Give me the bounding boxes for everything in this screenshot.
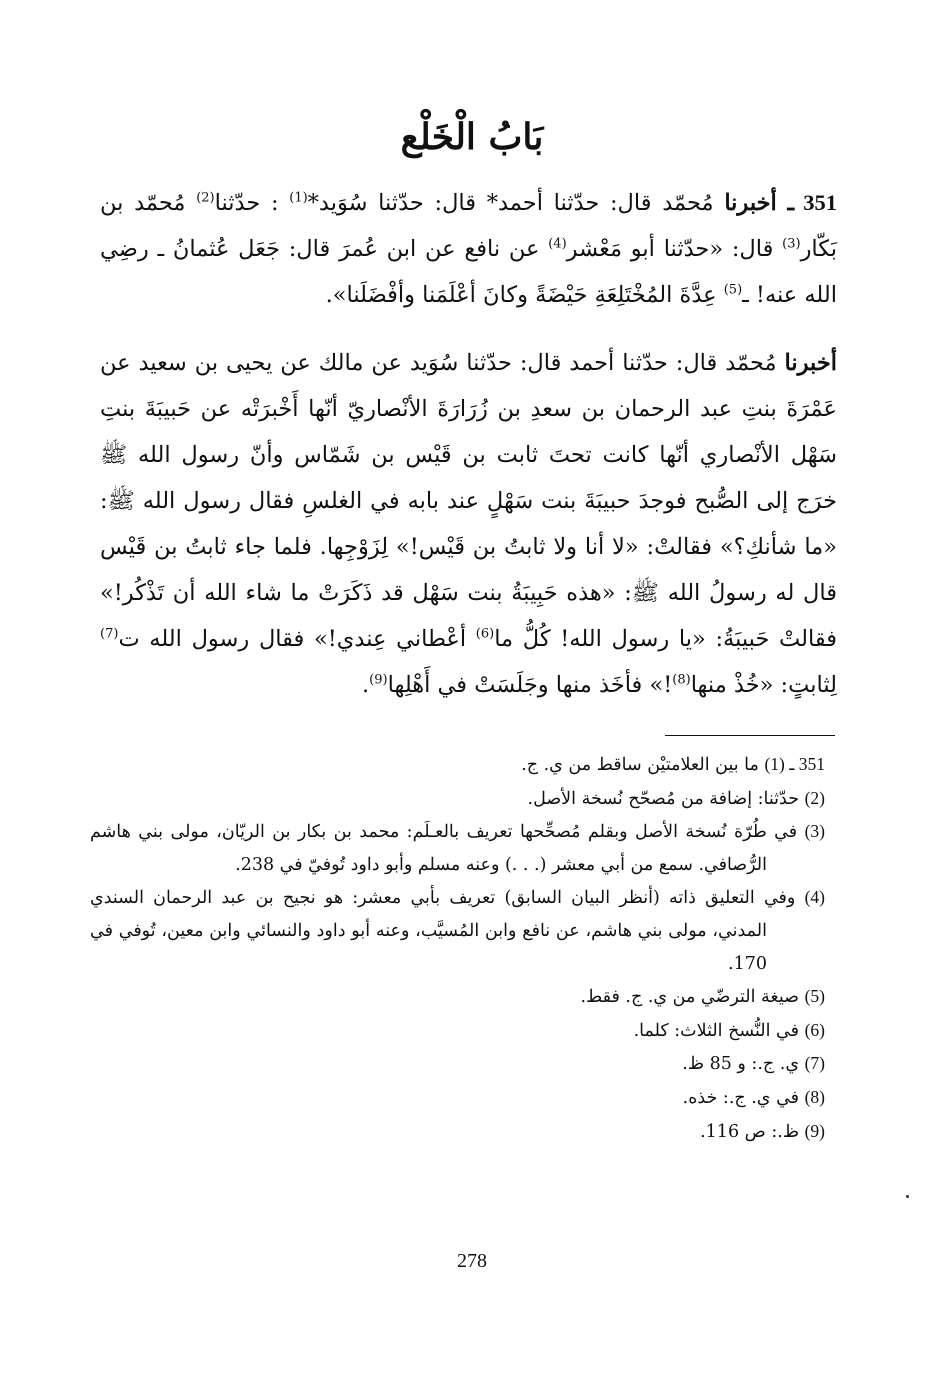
footnote-number: (4) bbox=[804, 887, 825, 908]
footnote-text: في ي. ج.: خذه. bbox=[682, 1087, 800, 1108]
scan-speck bbox=[906, 1195, 909, 1198]
footnote-divider bbox=[665, 735, 835, 736]
page-number: 278 bbox=[457, 1250, 487, 1272]
paragraph-text: : حدّثنا bbox=[214, 190, 290, 216]
hadith-number: 351 ـ bbox=[787, 190, 838, 215]
footnote-mark: (2) bbox=[196, 190, 215, 206]
footnote-mark: (3) bbox=[782, 236, 801, 252]
footnote-item bbox=[90, 1081, 825, 1115]
footnote-item bbox=[90, 782, 825, 816]
footnote-item bbox=[90, 815, 825, 881]
footnote-number: (3) bbox=[804, 821, 825, 842]
footnotes bbox=[90, 748, 825, 1148]
footnote-mark: (7) bbox=[100, 626, 119, 642]
footnote-number: (6) bbox=[804, 1019, 825, 1040]
footnote-text: وفي التعليق ذاته (أنظر البيان السابق) تعريف بأبي معشر: هو نجيح بن عبد الرحمان السندي المدني، مولى بني هاشم، عن نافع وابن المُسيَّب، وعنه أبو داود والنسائي وابن معين، تُوفي في 170. bbox=[90, 888, 796, 974]
paragraph-text: عن نافع عن ابن عُمرَ قال: جَعَل عُثمانُ ـ رضِي الله عنه! ـ bbox=[100, 236, 837, 308]
footnote-number: (8) bbox=[804, 1086, 825, 1107]
footnote-mark: (8) bbox=[672, 672, 691, 688]
hadith-paragraph-2 bbox=[100, 340, 837, 708]
paragraph-text: !» فأخَذ منها وجَلَسَتْ في أَهْلِها bbox=[387, 672, 673, 698]
footnote-text: في طُرّة نُسخة الأصل وبقلم مُصحِّحها تعريف بالعـلَم: محمد بن بكار بن الريّان، مولى بني هاشم الرُّصافي. سمع من أبي معشر (. . .) وعنه مسلم وأبو داود تُوفيّ في 238. bbox=[90, 822, 798, 875]
footnote-text: صيغة الترضّي من ي. ج. فقط. bbox=[580, 987, 800, 1008]
paragraph-text: مُحمّد قال: حدّثنا أحمد قال: حدّثنا سُوَيد عن مالك عن يحيى بن سعيد عن عَمْرَةَ بنتِ عبد الرحمان بن سعدِ بن زُرَارَةَ الأنْصاريّ أنّها أَخْبرَتْه عن حَبيبَةَ بنتِ سَهْل الأنْصاري أنّها كانت تحتَ ثابت بن قَيْس بن شَمّاس وأنّ رسول الله ﷺ خرَج إلى الصُّبح فوجدَ حبيبَةَ بنت سَهْلٍ عند بابه في الغلسِ فقال رسول الله ﷺ: «ما شأنكِ؟» فقالتْ: «لا أنا ولا ثابتُ بن قَيْس!» لِزَوْجِها. فلما جاء ثابتُ بن قَيْس قال له رسولُ الله ﷺ: «هذه حَبِيبَةُ بنت سَهْل قد ذَكَرَتْ ما شاء الله أن تَذْكُر!» فقالتْ حَبيبَةُ: «يا رسول الله! كُلُّ ما bbox=[100, 350, 838, 652]
paragraph-text: قال: «حدّثنا أبو مَعْشر bbox=[566, 236, 783, 262]
footnote-mark: (9) bbox=[369, 672, 388, 688]
footnote-number: (5) bbox=[804, 986, 825, 1007]
footnote-text: في النُّسخ الثلاث: كلما. bbox=[633, 1020, 800, 1041]
paragraph-text: . bbox=[362, 672, 370, 698]
footnote-item bbox=[90, 1115, 825, 1149]
footnote-item bbox=[90, 1047, 825, 1081]
paragraph-lead-word: أخبرنا bbox=[724, 190, 777, 216]
footnote-text: ظ.: ص 116. bbox=[700, 1121, 800, 1142]
footnote-text: حدّثنا: إضافة من مُصحّح نُسخة الأصل. bbox=[527, 788, 800, 809]
footnote-number: (7) bbox=[804, 1053, 825, 1074]
footnote-text: ي. ج.: و 85 ظ. bbox=[682, 1054, 800, 1075]
footnote-item bbox=[90, 980, 825, 1014]
paragraph-text: عِدَّةَ المُخْتَلِعَةِ حَيْضَةً وكانَ أعْلَمَنا وأفْضَلَنا». bbox=[325, 282, 724, 308]
paragraph-lead-word: أخبرنا bbox=[784, 350, 837, 376]
footnote-mark: (6) bbox=[475, 626, 495, 642]
paragraph-text: مُحمّد بن بَكّار bbox=[100, 190, 837, 262]
footnote-item bbox=[90, 881, 825, 980]
footnote-item bbox=[90, 748, 825, 782]
paragraph-text: مُحمّد قال: حدّثنا أحمد* قال: حدّثنا سُوَيد* bbox=[307, 190, 725, 216]
paragraph-text: أعْطاني عِندي!» فقال رسول الله ت bbox=[118, 626, 476, 652]
footnote-mark: (1) bbox=[289, 190, 308, 206]
footnote-item bbox=[90, 1014, 825, 1048]
paragraph-text: لِثابتٍ: «خُذْ منها bbox=[690, 672, 837, 698]
hadith-paragraph-351 bbox=[100, 180, 837, 318]
footnote-number: (9) bbox=[804, 1120, 825, 1141]
footnote-mark: (4) bbox=[548, 236, 567, 252]
footnote-text: ما بين العلامتيْن ساقط من ي. ج. bbox=[521, 755, 759, 775]
footnote-number: 351 ـ (1) bbox=[764, 754, 825, 774]
chapter-title: بَابُ الْخَلْع bbox=[400, 116, 544, 158]
footnote-number: (2) bbox=[804, 787, 825, 808]
footnote-mark: (5) bbox=[723, 282, 743, 298]
